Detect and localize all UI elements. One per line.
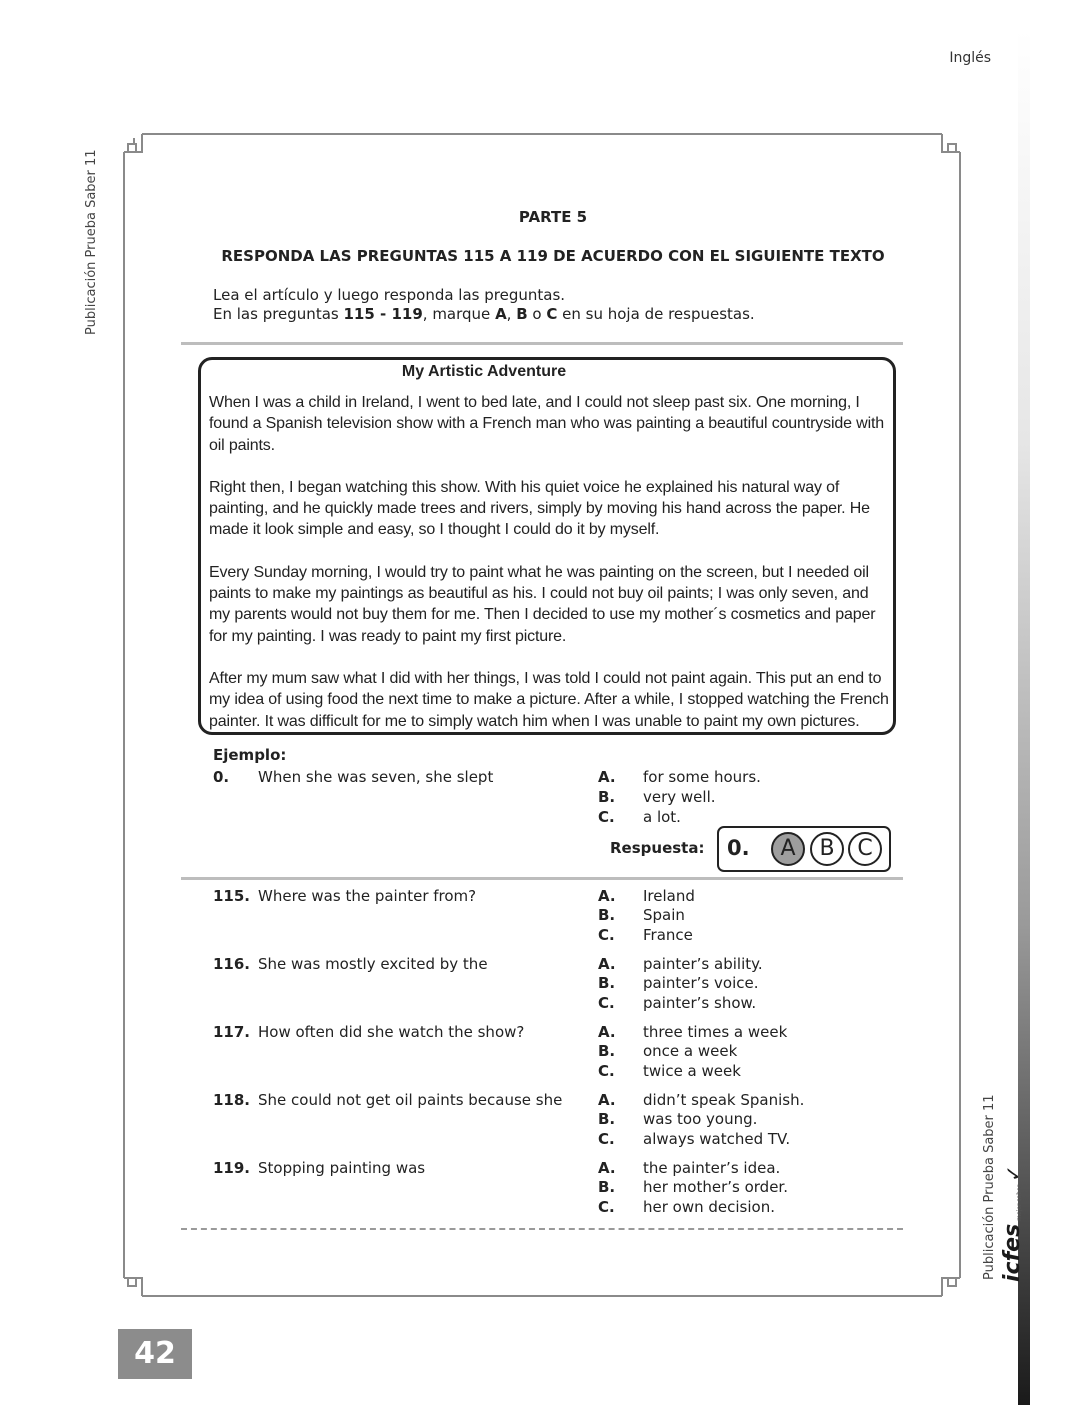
option-letter: A. xyxy=(598,887,616,905)
question-number: 115. xyxy=(213,887,251,905)
intro-letter-b: B xyxy=(516,305,528,323)
question-text: Where was the painter from? xyxy=(258,887,477,905)
intro-seg: o xyxy=(527,305,547,323)
divider-middle xyxy=(181,877,903,880)
example-option-letter: A. xyxy=(598,768,616,786)
option-letter: B. xyxy=(598,1178,616,1196)
option-letter: C. xyxy=(598,994,615,1012)
story-text xyxy=(209,392,893,753)
question-text: She could not get oil paints because she xyxy=(258,1091,563,1109)
option-text: didn’t speak Spanish. xyxy=(643,1091,805,1109)
check-icon: ✓ xyxy=(1001,1165,1025,1182)
logo-sub-text: mejor saber xyxy=(1016,1184,1023,1221)
option-letter: C. xyxy=(598,926,615,944)
intro-line-1: Lea el artículo y luego responda las preguntas. xyxy=(213,286,566,304)
intro-seg: en su hoja de respuestas. xyxy=(557,305,755,323)
option-letter: C. xyxy=(598,1062,615,1080)
question-number: 119. xyxy=(213,1159,251,1177)
example-number: 0. xyxy=(213,768,230,786)
option-letter: C. xyxy=(598,1130,615,1148)
section-instruction: RESPONDA LAS PREGUNTAS 115 A 119 DE ACUERDO CON EL SIGUIENTE TEXTO xyxy=(221,247,885,265)
example-option-text: very well. xyxy=(643,788,716,806)
option-letter: A. xyxy=(598,1159,616,1177)
intro-seg: , marque xyxy=(422,305,496,323)
side-label-left: Publicación Prueba Saber 11 xyxy=(84,149,99,335)
option-text: once a week xyxy=(643,1042,738,1060)
intro-letter-c: C xyxy=(546,305,558,323)
option-letter: B. xyxy=(598,974,616,992)
story-paragraph: Right then, I began watching this show. With his quiet voice he explained his natural way of painting, and he quickly made trees and rivers, simply by moving his hand across the paper. He made it look simple and easy, so I thought I could do it by myself. xyxy=(209,478,870,539)
option-text: was too young. xyxy=(643,1110,758,1128)
story-paragraph: When I was a child in Ireland, I went to bed late, and I could not sleep past six. One morning, I found a Spanish television show with a French man who was painting a beautiful countryside with oil paints. xyxy=(209,394,885,454)
divider-bottom-dashed xyxy=(181,1228,903,1230)
intro-range: 115 - 119 xyxy=(343,305,423,323)
option-letter: B. xyxy=(598,1042,616,1060)
option-letter: A. xyxy=(598,1023,616,1041)
option-letter: A. xyxy=(598,1091,616,1109)
example-option-letter: B. xyxy=(598,788,616,806)
example-label: Ejemplo: xyxy=(213,746,287,764)
story-title: My Artistic Adventure xyxy=(401,363,567,380)
icfes-logo xyxy=(1000,1165,1025,1282)
option-text: painter’s show. xyxy=(643,994,757,1012)
answer-bubble-b: B xyxy=(810,832,844,866)
intro-text xyxy=(213,286,755,324)
option-text: her own decision. xyxy=(643,1198,775,1216)
option-text: France xyxy=(643,926,693,944)
question-text: She was mostly excited by the xyxy=(258,955,488,973)
option-text: Ireland xyxy=(643,887,695,905)
side-label-right: Publicación Prueba Saber 11 xyxy=(982,1094,997,1280)
option-text: always watched TV. xyxy=(643,1130,791,1148)
intro-letter-a: A xyxy=(495,305,507,323)
story-paragraph: Every Sunday morning, I would try to paint what he was painting on the screen, but I needed oil paints to make my paintings as beautiful as his. I could not buy oil paints; I was only seven, and my parents would not buy them for me. Then I decided to use my mother´s cosmetics and paper for my painting. I was ready to paint my first picture. xyxy=(209,563,876,645)
option-letter: C. xyxy=(598,1198,615,1216)
question-number: 117. xyxy=(213,1023,251,1041)
question-number: 118. xyxy=(213,1091,251,1109)
option-text: painter’s ability. xyxy=(643,955,763,973)
intro-line-2 xyxy=(213,305,755,324)
question-text: How often did she watch the show? xyxy=(258,1023,525,1041)
option-text: her mother’s order. xyxy=(643,1178,788,1196)
part-title: PARTE 5 xyxy=(518,208,588,226)
example-option-text: a lot. xyxy=(643,808,681,826)
answer-label: Respuesta: xyxy=(610,839,705,857)
answer-bubble-c: C xyxy=(848,832,882,866)
option-letter: A. xyxy=(598,955,616,973)
page-number: 42 xyxy=(134,1336,176,1371)
example-option-text: for some hours. xyxy=(643,768,761,786)
option-text: Spain xyxy=(643,906,685,924)
question-text: Stopping painting was xyxy=(258,1159,426,1177)
answer-number: 0. xyxy=(727,836,750,860)
example-question: When she was seven, she slept xyxy=(258,768,494,786)
story-paragraph: After my mum saw what I did with her things, I was told I could not paint again. This put an end to my idea of using food the next time to make a picture. After a while, I stopped watching the French painter. It was difficult for me to simply watch him when I was unable to paint my own pictures. xyxy=(209,669,889,730)
intro-seg: En las preguntas xyxy=(213,305,344,323)
question-number: 116. xyxy=(213,955,251,973)
logo-main-text: icfes xyxy=(1000,1223,1025,1282)
option-text: painter’s voice. xyxy=(643,974,759,992)
answer-bubble-a: A xyxy=(771,832,805,866)
option-text: three times a week xyxy=(643,1023,788,1041)
example-option-letter: C. xyxy=(598,808,615,826)
option-text: the painter’s idea. xyxy=(643,1159,781,1177)
intro-seg: , xyxy=(506,305,517,323)
subject-header: Inglés xyxy=(949,50,991,66)
divider-top xyxy=(181,342,903,345)
option-text: twice a week xyxy=(643,1062,741,1080)
option-letter: B. xyxy=(598,906,616,924)
option-letter: B. xyxy=(598,1110,616,1128)
